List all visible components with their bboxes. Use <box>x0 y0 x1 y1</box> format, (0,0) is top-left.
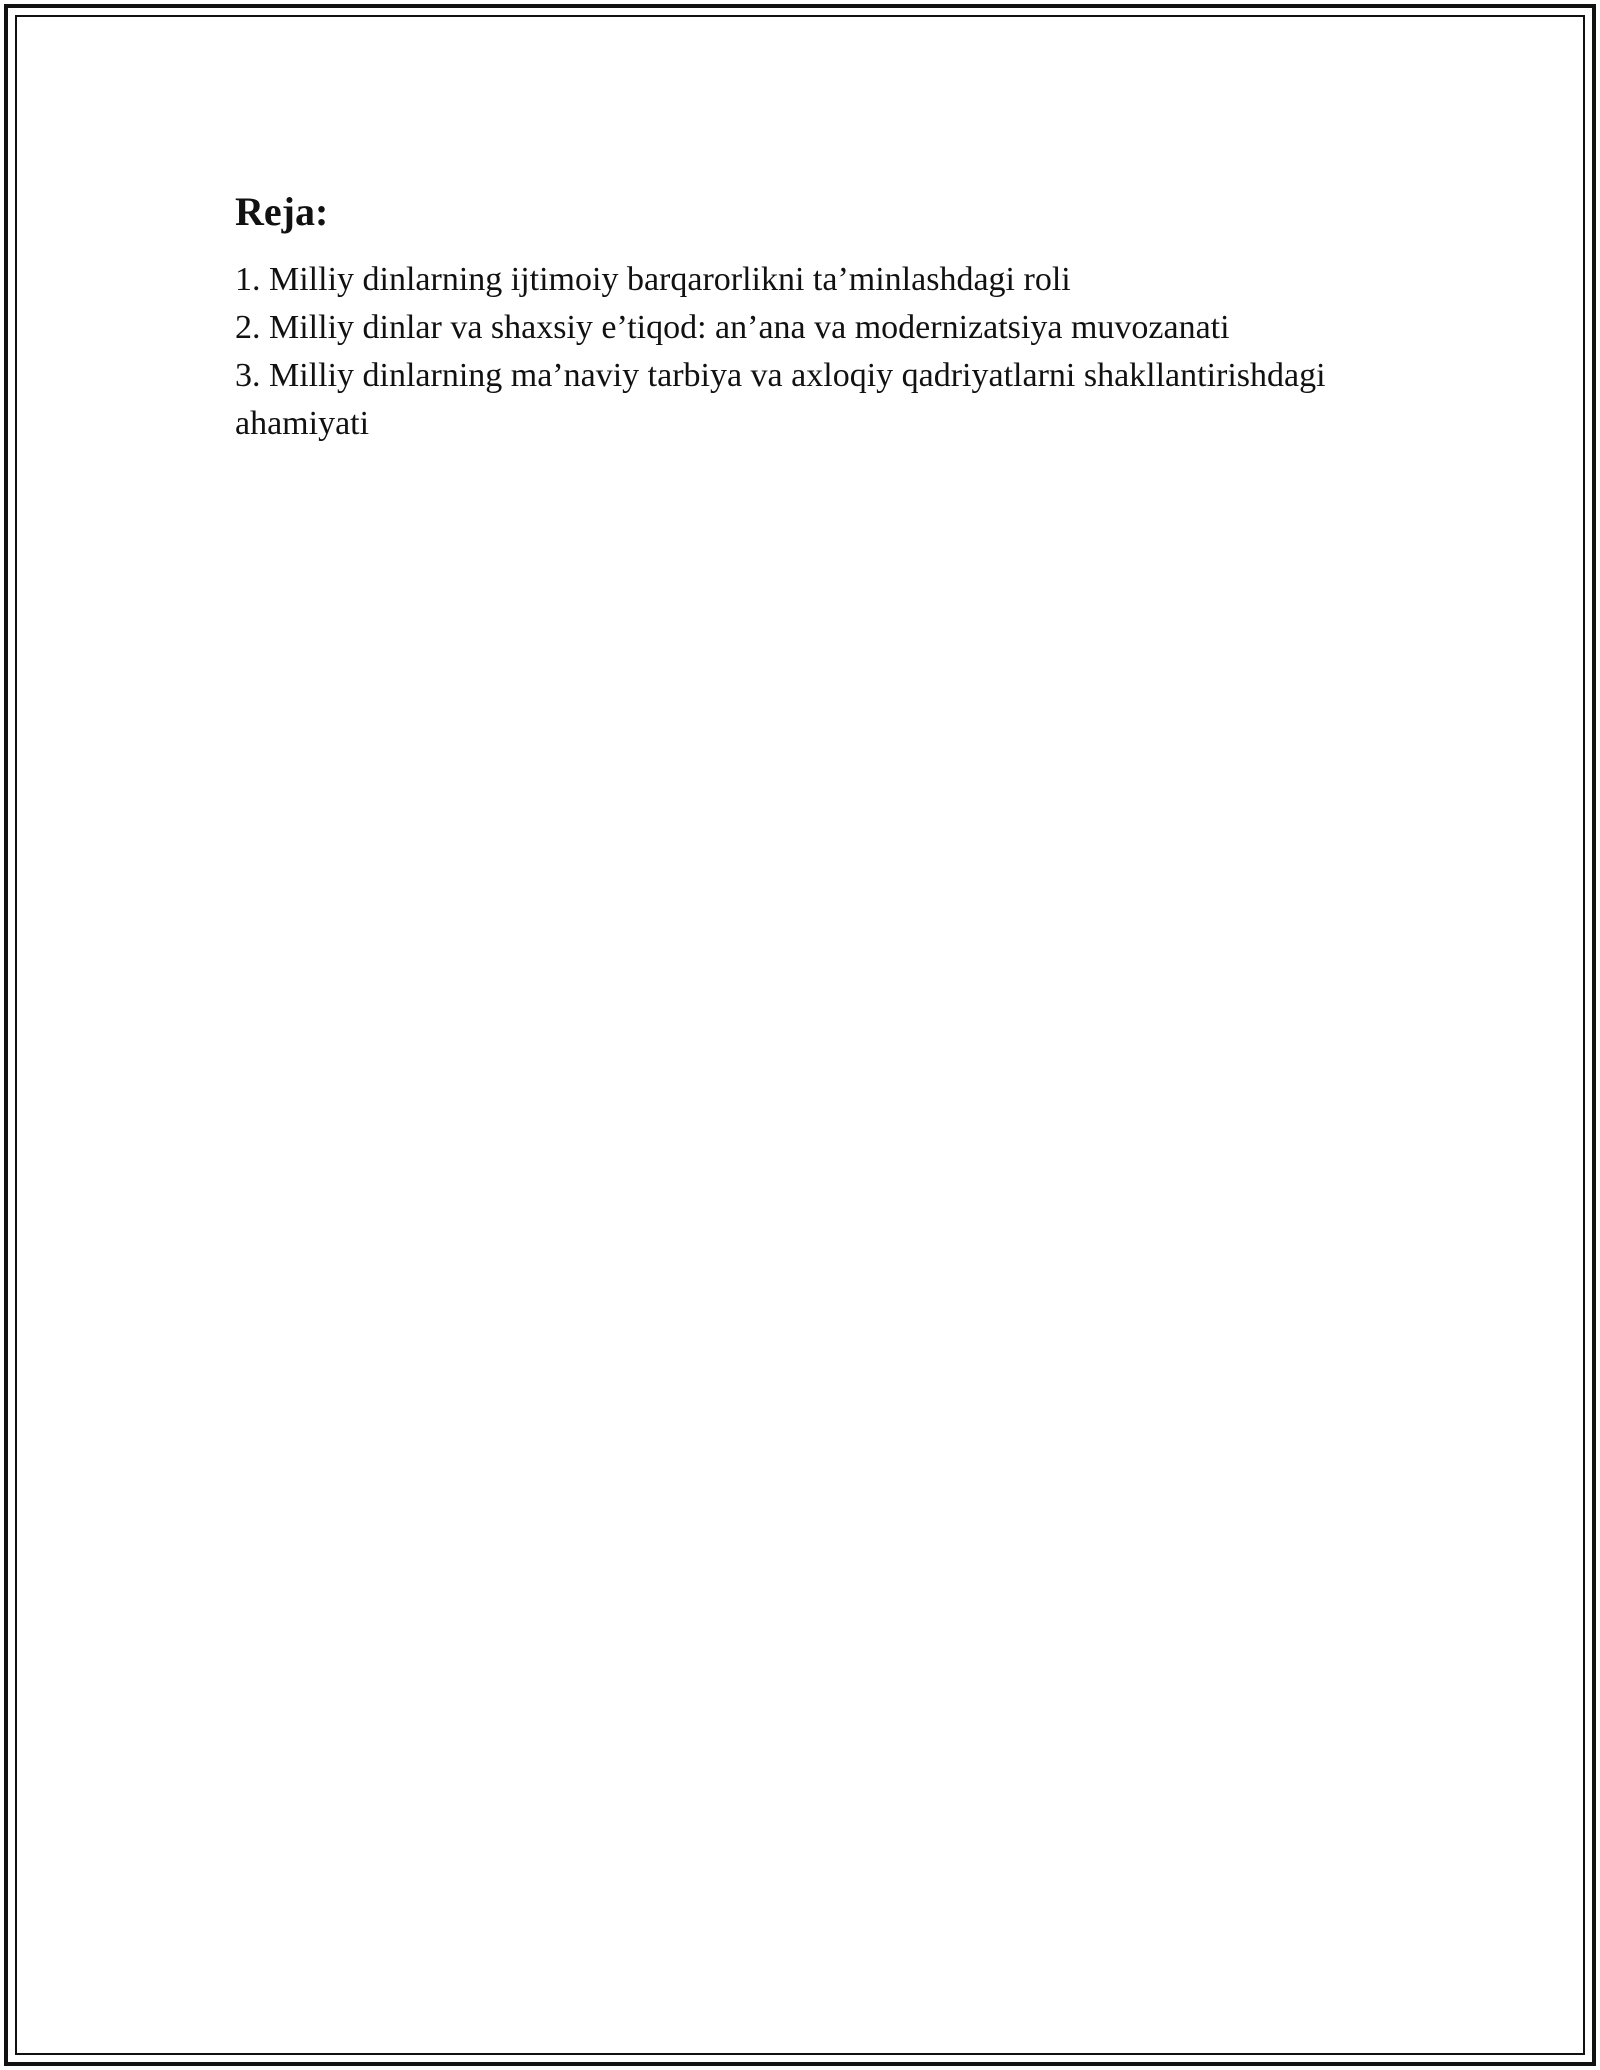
plan-list <box>235 256 1365 448</box>
plan-item-3: 3. Milliy dinlarning ma’naviy tarbiya va axloqiy qadriyatlarni shakllantirishdagi ahamiyati <box>235 357 1326 442</box>
plan-item-1: 1. Milliy dinlarning ijtimoiy barqarorlikni ta’minlashdagi roli <box>235 261 1071 298</box>
document-body <box>235 186 1365 448</box>
plan-item-2: 2. Milliy dinlar va shaxsiy e’tiqod: an’ana va modernizatsiya muvozanati <box>235 309 1230 346</box>
plan-heading: Reja: <box>235 189 329 234</box>
